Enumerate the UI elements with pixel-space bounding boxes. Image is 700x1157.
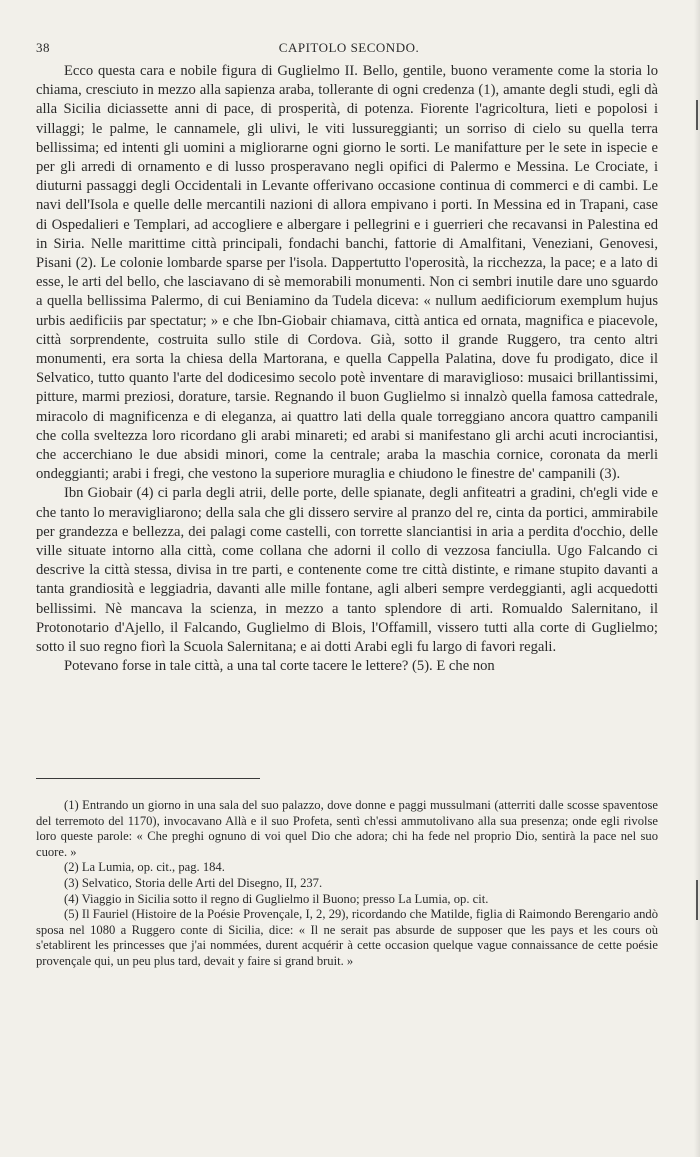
footnote: (1) Entrando un giorno in una sala del suo palazzo, dove donne e paggi mussulmani (atterriti dalle scosse spaventose del terremoto del 1170), invocavano Allà e il suo Profeta, sentì ch'essi ammutolivano alla sua presenza; onde egli rivolse loro queste parole: « Che preghi ognuno di voi quel Dio che adora; chi ha fede nel proprio Dio, sentirà la pace nel suo cuore. »: [36, 798, 658, 859]
footnote-separator: [36, 778, 260, 779]
main-text: [36, 62, 658, 677]
page-edge-mark: [696, 100, 698, 130]
page-number: 38: [36, 40, 50, 55]
paragraph: Ibn Giobair (4) ci parla degli atrii, delle porte, delle spianate, degli anfiteatri a gradini, ch'egli vide e che tanto lo meravigliarono; della sala che gli dissero servire al pranzo del re, cinta da portici, ammirabile per grandezza e bellezza, dei palagi come castelli, con torrette slanciantisi in aria a perdita d'occhio, delle ville situate intorno alla città, come collana che adorni il collo di vezzosa fanciulla. Ugo Falcando ci descrive la città stessa, divisa in tre parti, e contenente come tre città distinte, e rimane stupito davanti a tanta grandiosità e leggiadria, davanti alle mille fontane, agli alberi sempre verdeggianti, agli acquedotti bellissimi. Nè mancava la scienza, in mezzo a tanto splendore di arti. Romualdo Salernitano, il Protonotario d'Ajello, il Falcando, Guglielmo di Blois, l'Offamill, vissero tutti alla corte di Guglielmo; sotto il suo regno fiorì la Scuola Salernitana; e ai dotti Arabi egli fu largo di favori regali.: [36, 485, 658, 656]
footnote: (2) La Lumia, op. cit., pag. 184.: [64, 860, 225, 875]
paragraph: Ecco questa cara e nobile figura di Guglielmo II. Bello, gentile, buono veramente come la storia lo chiama, cresciuto in mezzo alla sapienza araba, tollerante di ogni credenza (1), amante degli studi, egli dà alla Sicilia diciassette anni di pace, di prosperità, di potenza. Fiorente l'agricoltura, lieti e popolosi i villaggi; le palme, le cannamele, gli ulivi, le viti lussureggianti; un sorriso di cielo su quella terra bellissima; ed intenti gli uomini a migliorarne ogni giorno le sorti. Le manifatture per le sete in ispecie e per gli arredi di ornamento e di lusso prosperavano negli opifici di Palermo e Messina. Le Crociate, i diuturni passaggi degli Occidentali in Levante offerivano occasione continua di commerci e di cambi. Le navi dell'Isola e quelle delle mercantili nazioni di allora empivano i porti. In Messina ed in Trapani, case di Ospedalieri e Templari, ad accogliere e albergare i pellegrini e i guerrieri che recavansi in Palestina ed in Siria. Nelle marittime città principali, fondachi banchi, fattorie di Amalfitani, Veneziani, Genovesi, Pisani (2). Le colonie lombarde sparse per l'isola. Dappertutto l'operosità, la ricchezza, la pace; e a lato di esse, le arti del bello, che lasciavano di sè memorabili monumenti. Non ci sembri inutile dare uno sguardo a quella bellissima Palermo, di cui Beniamino da Tudela diceva: « nullum aedificiorum exemplum hujus urbis aedificiis par spectatur; » e che Ibn-Giobair chiamava, città antica ed ornata, magnifica e piacevole, città sorprendente, costruita sullo stile di Cordova. Già, sotto il grande Ruggero, tra cento altri monumenti, era sorta la chiesa della Martorana, e quella Cappella Palatina, dove fu prodigato, dice il Selvatico, tutto quanto l'arte del dodicesimo secolo potè inventare di maraviglioso: musaici brillantissimi, pitture, marmi preziosi, dorature, tarsie. Regnando il buon Guglielmo si innalzò quella famosa cattedrale, miracolo di magnificenza e di eleganza, ai quattro lati della quale torreggiano ancora quattro campanili che colla sveltezza loro ricordano gli arabi minareti; ed arabi si manifestano gli archi acuti incrociantisi, che accerchiano le due absidi minori, come la centrale; araba la maschia cornice, coronata da merli ondeggianti; arabi i fregi, che vestono la superiore muraglia e chiudono le finestre de' campanili (3).: [36, 63, 658, 483]
page-edge-shadow: [694, 0, 700, 1157]
page-edge-mark: [696, 880, 698, 920]
footnote: (3) Selvatico, Storia delle Arti del Disegno, II, 237.: [64, 875, 323, 890]
footnotes: [36, 798, 658, 970]
running-title: CAPITOLO SECONDO.: [278, 40, 420, 55]
page-header: [36, 40, 662, 60]
paragraph: Potevano forse in tale città, a una tal corte tacere le lettere? (5). E che non: [64, 658, 495, 675]
footnote: (4) Viaggio in Sicilia sotto il regno di Guglielmo il Buono; presso La Lumia, op. cit.: [64, 891, 489, 906]
footnote: (5) Il Fauriel (Histoire de la Poésie Provençale, I, 2, 29), ricordando che Matilde, figlia di Raimondo Berengario andò sposa nel 1080 a Ruggero conte di Sicilia, dice: « Il ne serait pas absurde de supposer que les pays et les cours où s'etablirent les princesses que j'ai nommées, durent acquérir à cette occasion quelque vague connaissance de cette poésie provençale qui, un peu plus tard, devait y faire si grand bruit. »: [36, 907, 658, 968]
